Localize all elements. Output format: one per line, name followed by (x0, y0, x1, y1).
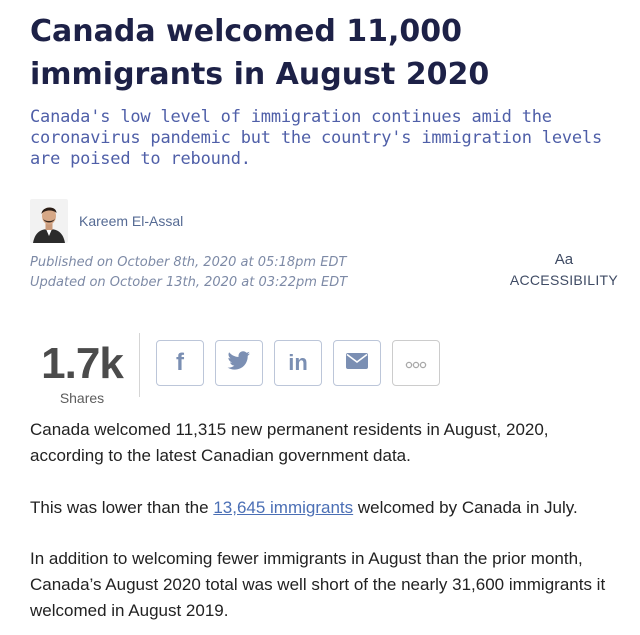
share-label: Shares (59, 390, 105, 406)
facebook-share-button[interactable] (156, 340, 204, 386)
twitter-share-button[interactable] (215, 340, 263, 386)
body-paragraph-1: Canada welcomed 11,315 new permanent residents in August, 2020, according to the latest Canadian government data. (30, 420, 549, 465)
author-byline[interactable] (30, 198, 183, 244)
accessibility-label: ACCESSIBILITY (509, 272, 618, 288)
envelope-icon (345, 352, 369, 374)
article-subtitle: Canada's low level of immigration continues amid the coronavirus pandemic but the country's immigration levels are poised to rebound. (30, 107, 602, 169)
text-size-icon: Aa (554, 251, 574, 268)
facebook-icon: f (176, 349, 184, 376)
email-share-button[interactable] (333, 340, 381, 386)
published-date: Published on October 8th, 2020 at 05:18pm EDT (30, 255, 347, 270)
body-text-segment: welcomed by Canada in July. (353, 498, 578, 517)
linkedin-icon: in (288, 350, 308, 375)
share-divider (139, 333, 140, 397)
body-paragraph-3: In addition to welcoming fewer immigrants in August than the prior month, Canada’s August 2020 total was well short of the nearly 31,600 immigrants it welcomed in August 2019. (30, 549, 606, 620)
updated-date: Updated on October 13th, 2020 at 03:22pm EDT (30, 275, 348, 290)
share-count: 1.7k (41, 339, 123, 388)
article-dates (30, 253, 347, 293)
accessibility-button[interactable] (510, 250, 618, 290)
share-counter (32, 339, 132, 407)
linkedin-share-button[interactable] (274, 340, 322, 386)
body-paragraph-2 (30, 495, 620, 521)
author-avatar[interactable] (30, 199, 68, 243)
author-name[interactable]: Kareem El-Assal (79, 213, 184, 229)
more-share-button[interactable] (392, 340, 440, 386)
article-headline: Canada welcomed 11,000 immigrants in August 2020 (30, 14, 490, 92)
body-text-segment: This was lower than the (30, 498, 214, 517)
immigrants-july-link[interactable]: 13,645 immigrants (213, 498, 354, 517)
twitter-icon (227, 351, 251, 375)
ellipsis-icon (404, 354, 428, 373)
